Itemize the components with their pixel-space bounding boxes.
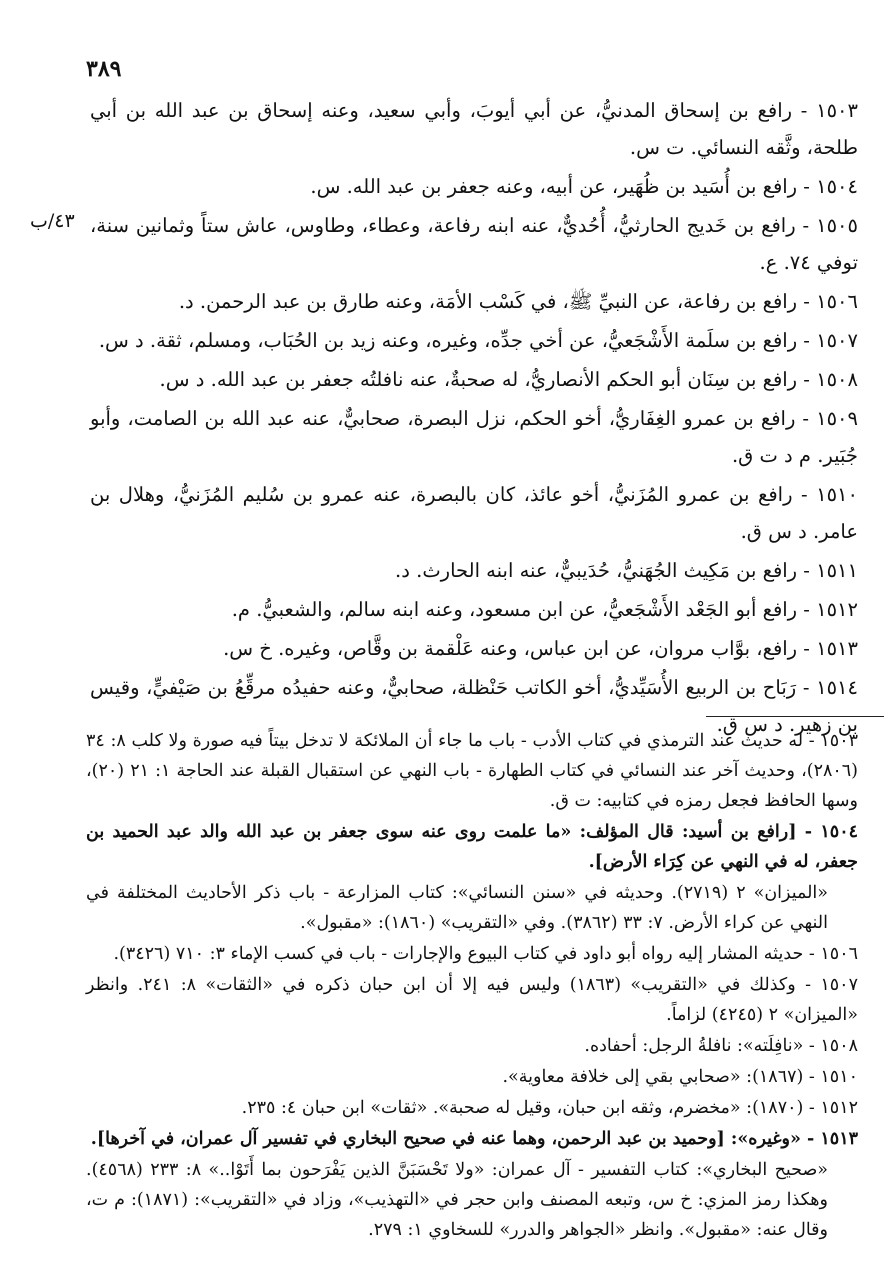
footnote-1513-continuation: «صحيح البخاري»: كتاب التفسير - آل عمران: «ولا تَحْسَبَنَّ الذين يَفْرَحون بما أَتَوْا..» ٨: ٢٣٣ (٤٥٦٨). وهكذا رمز المزي: خ س، وتبعه المصنف وابن حجر في «التهذيب»، وزاد في «التقريب»: (١٨٧١): م ت، وقال عنه: «مقبول». وانظر «الجواهر والدرر» للسخاوي ١: ٢٧٩. [86,1160,829,1240]
footnote-1506: ١٥٠٦ - حديثه المشار إليه رواه أبو داود في كتاب البيوع والإجارات - باب في كسب الإماء ٣: ٧١٠ (٣٤٢٦). [113,944,858,964]
entry-1505: ١٥٠٥ - رافع بن خَديج الحارثيُّ، أُحُديٌّ، عنه ابنه رفاعة، وعطاء، وطاوس، عاش ستاً وثمانين سنة، توفي ٧٤. ع. [90,214,858,274]
footnotes [86,726,858,1246]
entry-1514: ١٥١٤ - رَبَاح بن الربيع الأُسَيِّديُّ، أخو الكاتب حَنْظلة، صحابيٌّ، وعنه حفيدُه مرقِّعُ بن صَيْفيٍّ، وقيس بن زهير. د س ق. [90,676,858,736]
biography-entries [90,92,858,745]
entry-1506: ١٥٠٦ - رافع بن رفاعة، عن النبيِّ ﷺ، في كَسْب الأمَة، وعنه طارق بن عبد الرحمن. د. [178,290,858,313]
entry-1509: ١٥٠٩ - رافع بن عمرو الغِفَاريُّ، أخو الحكم، نزل البصرة، صحابيٌّ، عنه عبد الله بن الصامت، وأبو جُبَير. م د ت ق. [90,407,858,467]
entry-1508: ١٥٠٨ - رافع بن سِنَان أبو الحكم الأنصاريُّ، له صحبةٌ، عنه نافلتُه جعفر بن عبد الله. د س. [159,368,858,391]
footnote-1510: ١٥١٠ - (١٨٦٧): «صحابي بقي إلى خلافة معاوية». [502,1067,858,1087]
footnote-divider [706,716,884,717]
entry-1513: ١٥١٣ - رافع، بوَّاب مروان، عن ابن عباس، وعنه عَلْقمة بن وقَّاص، وغيره. خ س. [223,637,858,660]
entry-1510: ١٥١٠ - رافع بن عمرو المُزَنيُّ، أخو عائذ، كان بالبصرة، عنه عمرو بن سُليم المُزَنيُّ، وهلال بن عامر. د س ق. [90,483,858,543]
footnote-1504-continuation: «الميزان» ٢ (٢٧١٩). وحديثه في «سنن النسائي»: كتاب المزارعة - باب ذكر الأحاديث المختلفة في النهي عن كراء الأرض. ٧: ٣٣ (٣٨٦٢). وفي «التقريب» (١٨٦٠): «مقبول». [86,883,828,933]
footnote-1504: ١٥٠٤ - [رافع بن أسيد: قال المؤلف: «ما علمت روى عنه سوى جعفر بن عبد الله والد عبد الحميد بن جعفر، له في النهي عن كِرَاء الأرض]. [86,822,858,872]
footnote-1503: ١٥٠٣ - له حديث عند الترمذي في كتاب الأدب - باب ما جاء أن الملائكة لا تدخل بيتاً فيه صورة ولا كلب ٨: ٣٤ (٢٨٠٦)، وحديث آخر عند النسائي في كتاب الطهارة - باب النهي عن استقبال القبلة عند الحاجة ١: ٢١ (٢٠)، وسها الحافظ فجعل رمزه في كتابيه: ت ق. [86,731,858,811]
entry-1503: ١٥٠٣ - رافع بن إسحاق المدنيُّ، عن أبي أيوبَ، وأبي سعيد، وعنه إسحاق بن عبد الله بن أبي طلحة، وثَّقه النسائي. ت س. [90,99,858,159]
footnote-1508: ١٥٠٨ - «نافِلَته»: نافلةُ الرجل: أحفاده. [584,1036,858,1056]
page-number: ٣٨٩ [86,56,122,82]
footnote-1507: ١٥٠٧ - وكذلك في «التقريب» (١٨٦٣) وليس فيه إلا أن ابن حبان ذكره في «الثقات» ٨: ٢٤١. وانظر «الميزان» ٢ (٤٢٤٥) لزاماً. [86,975,858,1025]
footnote-1512: ١٥١٢ - (١٨٧٠): «مخضرم، وثقه ابن حبان، وقيل له صحبة». «ثقات» ابن حبان ٤: ٢٣٥. [241,1098,858,1118]
footnote-1513: ١٥١٣ - «وغيره»: [وحميد بن عبد الرحمن، وهما عنه في صحيح البخاري في تفسير آل عمران، في آخرها]. [90,1129,858,1149]
entry-1507: ١٥٠٧ - رافع بن سلَمة الأَشْجَعيُّ، عن أخي جدِّه، وغيره، وعنه زيد بن الحُبَاب، ومسلم، ثقة. د س. [98,329,858,352]
margin-manuscript-note: ٤٣/ب [30,210,75,232]
entry-1504: ١٥٠٤ - رافع بن أُسَيد بن ظُهَير، عن أبيه، وعنه جعفر بن عبد الله. س. [310,175,858,198]
entry-1511: ١٥١١ - رافع بن مَكِيث الجُهَنيُّ، حُدَيبيٌّ، عنه ابنه الحارث. د. [395,559,858,582]
entry-1512: ١٥١٢ - رافع أبو الجَعْد الأَشْجَعيُّ، عن ابن مسعود، وعنه ابنه سالم، والشعبيُّ. م. [231,598,858,621]
